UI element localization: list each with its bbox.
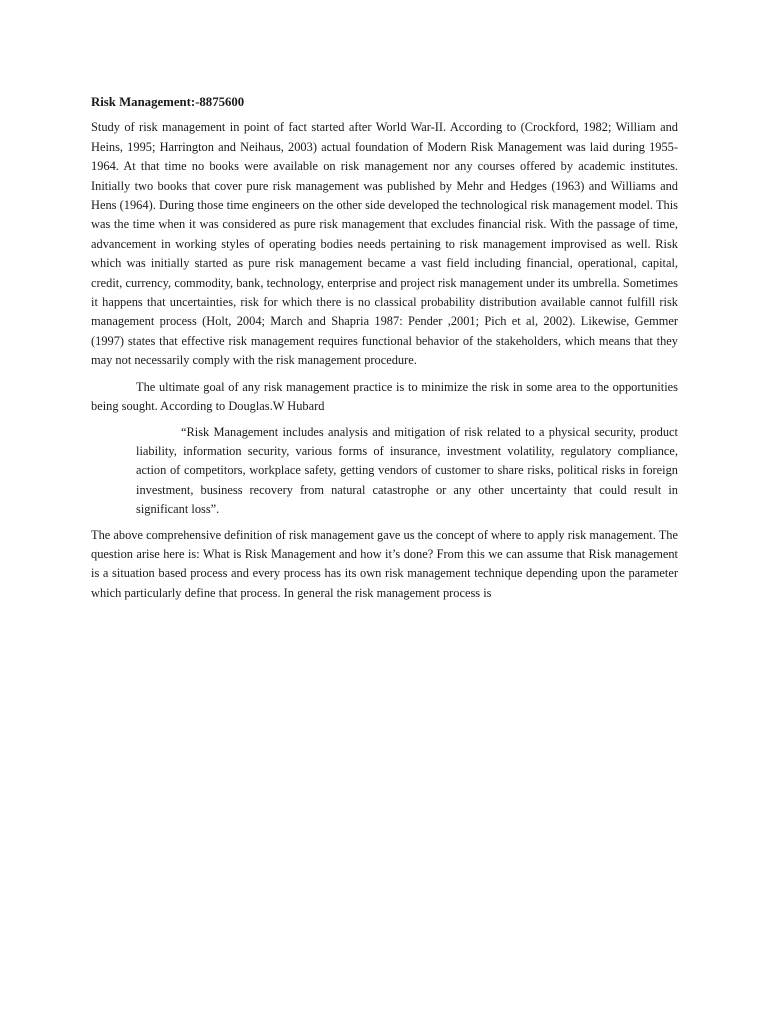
document-page bbox=[91, 93, 678, 603]
paragraph-definition: The above comprehensive definition of risk management gave us the concept of where to apply risk management. The question arise here is: What is Risk Management and how it’s done? From this we can assume that Risk management is a situation based process and every process has its own risk management technique depending upon the parameter which particularly define that process. In general the risk management process is bbox=[91, 527, 678, 600]
block-quote-hubbard: “Risk Management includes analysis and mitigation of risk related to a physical security, product liability, information security, various forms of insurance, investment volatility, regulatory compliance, action of competitors, workplace safety, getting vendors of customer to share risks, political risks in foreign investment, business recovery from natural catastrophe or any other uncertainty that could result in significant loss”. bbox=[136, 424, 678, 517]
document-title: Risk Management:-8875600 bbox=[91, 95, 245, 109]
paragraph-history: Study of risk management in point of fact started after World War-II. According to (Crockford, 1982; William and Heins, 1995; Harrington and Neihaus, 2003) actual foundation of Modern Risk Management was laid during 1955-1964. At that time no books were available on risk management nor any courses offered by academic institutes. Initially two books that cover pure risk management was published by Mehr and Hedges (1963) and Williams and Hens (1964). During those time engineers on the other side developed the technological risk management model. This was the time when it was considered as pure risk management that excludes financial risk. With the passage of time, advancement in working styles of operating bodies needs pertaining to risk management improvised as well. Risk which was initially started as pure risk management became a vast field including financial, operational, capital, credit, currency, commodity, bank, technology, enterprise and project risk management under its umbrella. Sometimes it happens that uncertainties, risk for which there is no classical probability distribution available cannot fulfill risk management process (Holt, 2004; March and Shapria 1987: Pender ,2001; Pich et al, 2002). Likewise, Gemmer (1997) states that effective risk management requires functional behavior of the stakeholders, which means that they may not necessarily comply with the risk management procedure. bbox=[91, 120, 678, 368]
paragraph-goal: The ultimate goal of any risk management practice is to minimize the risk in some area to the opportunities being sought. According to Douglas.W Hubard bbox=[91, 379, 678, 414]
